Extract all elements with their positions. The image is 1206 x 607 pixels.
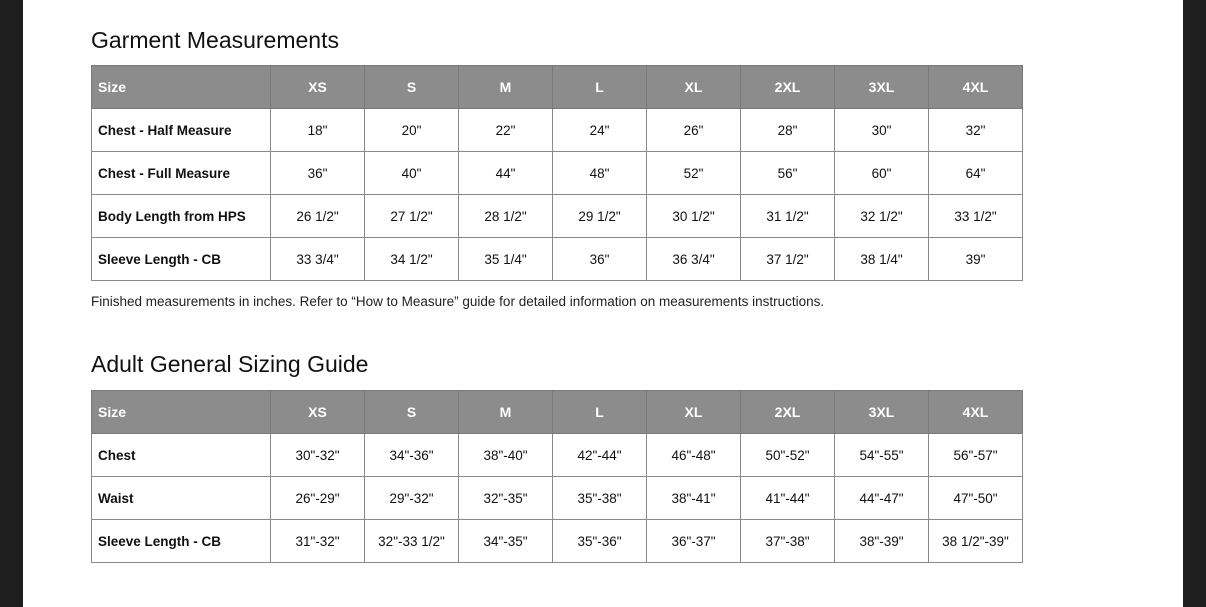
table-cell: 38 1/2"-39" bbox=[929, 520, 1023, 563]
table-cell: 30"-32" bbox=[271, 434, 365, 477]
table-cell: 34"-35" bbox=[459, 520, 553, 563]
table-cell: 29 1/2" bbox=[553, 195, 647, 238]
size-header-cell: XL bbox=[647, 66, 741, 109]
measurements-note: Finished measurements in inches. Refer to “How to Measure” guide for detailed information on measurements instructions. bbox=[91, 294, 825, 309]
table-cell: 32"-33 1/2" bbox=[365, 520, 459, 563]
table-cell: 34 1/2" bbox=[365, 238, 459, 281]
row-label: Chest - Half Measure bbox=[92, 109, 271, 152]
table-cell: 64" bbox=[929, 152, 1023, 195]
table-cell: 31 1/2" bbox=[741, 195, 835, 238]
table-cell: 28" bbox=[741, 109, 835, 152]
table-cell: 50"-52" bbox=[741, 434, 835, 477]
garment-measurements-title: Garment Measurements bbox=[91, 27, 339, 53]
table-cell: 26"-29" bbox=[271, 477, 365, 520]
table-cell: 32" bbox=[929, 109, 1023, 152]
table-cell: 56" bbox=[741, 152, 835, 195]
table-cell: 48" bbox=[553, 152, 647, 195]
table-cell: 22" bbox=[459, 109, 553, 152]
document-page bbox=[23, 0, 1183, 607]
table-row bbox=[92, 238, 1023, 281]
table-header-row bbox=[92, 66, 1023, 109]
table-cell: 36"-37" bbox=[647, 520, 741, 563]
row-label: Sleeve Length - CB bbox=[92, 520, 271, 563]
table-cell: 38"-41" bbox=[647, 477, 741, 520]
table-cell: 33 1/2" bbox=[929, 195, 1023, 238]
size-header-cell: M bbox=[459, 391, 553, 434]
table-row bbox=[92, 195, 1023, 238]
size-header-cell: 3XL bbox=[835, 66, 929, 109]
table-cell: 27 1/2" bbox=[365, 195, 459, 238]
size-header-cell: XS bbox=[271, 391, 365, 434]
size-header-cell: L bbox=[553, 66, 647, 109]
table-cell: 38"-40" bbox=[459, 434, 553, 477]
table-row bbox=[92, 520, 1023, 563]
table-cell: 31"-32" bbox=[271, 520, 365, 563]
table-cell: 38 1/4" bbox=[835, 238, 929, 281]
table-cell: 47"-50" bbox=[929, 477, 1023, 520]
table-cell: 35"-36" bbox=[553, 520, 647, 563]
row-label: Chest bbox=[92, 434, 271, 477]
table-cell: 36 3/4" bbox=[647, 238, 741, 281]
table-row bbox=[92, 152, 1023, 195]
size-header-cell: S bbox=[365, 66, 459, 109]
size-header-cell: 4XL bbox=[929, 391, 1023, 434]
table-cell: 26" bbox=[647, 109, 741, 152]
row-label: Sleeve Length - CB bbox=[92, 238, 271, 281]
table-row bbox=[92, 477, 1023, 520]
table-cell: 32"-35" bbox=[459, 477, 553, 520]
size-header-cell: XS bbox=[271, 66, 365, 109]
size-header-cell: 4XL bbox=[929, 66, 1023, 109]
size-header-cell: 2XL bbox=[741, 66, 835, 109]
table-cell: 41"-44" bbox=[741, 477, 835, 520]
table-cell: 30" bbox=[835, 109, 929, 152]
table-cell: 33 3/4" bbox=[271, 238, 365, 281]
table-cell: 56"-57" bbox=[929, 434, 1023, 477]
table-row bbox=[92, 434, 1023, 477]
table-cell: 39" bbox=[929, 238, 1023, 281]
table-cell: 34"-36" bbox=[365, 434, 459, 477]
row-label: Waist bbox=[92, 477, 271, 520]
size-header: Size bbox=[92, 391, 271, 434]
table-cell: 36" bbox=[271, 152, 365, 195]
size-header-cell: 2XL bbox=[741, 391, 835, 434]
table-cell: 42"-44" bbox=[553, 434, 647, 477]
table-row bbox=[92, 109, 1023, 152]
table-cell: 28 1/2" bbox=[459, 195, 553, 238]
size-header-cell: M bbox=[459, 66, 553, 109]
garment-measurements-table bbox=[91, 65, 1023, 281]
table-cell: 60" bbox=[835, 152, 929, 195]
table-cell: 36" bbox=[553, 238, 647, 281]
table-cell: 44"-47" bbox=[835, 477, 929, 520]
table-cell: 52" bbox=[647, 152, 741, 195]
size-header-cell: 3XL bbox=[835, 391, 929, 434]
size-header: Size bbox=[92, 66, 271, 109]
row-label: Body Length from HPS bbox=[92, 195, 271, 238]
table-header-row bbox=[92, 391, 1023, 434]
size-header-cell: XL bbox=[647, 391, 741, 434]
table-cell: 26 1/2" bbox=[271, 195, 365, 238]
table-cell: 38"-39" bbox=[835, 520, 929, 563]
table-cell: 40" bbox=[365, 152, 459, 195]
table-cell: 37"-38" bbox=[741, 520, 835, 563]
table-cell: 32 1/2" bbox=[835, 195, 929, 238]
table-cell: 54"-55" bbox=[835, 434, 929, 477]
table-cell: 30 1/2" bbox=[647, 195, 741, 238]
table-cell: 37 1/2" bbox=[741, 238, 835, 281]
sizing-guide-title: Adult General Sizing Guide bbox=[91, 351, 369, 377]
table-cell: 20" bbox=[365, 109, 459, 152]
table-cell: 35 1/4" bbox=[459, 238, 553, 281]
row-label: Chest - Full Measure bbox=[92, 152, 271, 195]
size-header-cell: S bbox=[365, 391, 459, 434]
size-header-cell: L bbox=[553, 391, 647, 434]
table-cell: 29"-32" bbox=[365, 477, 459, 520]
table-cell: 46"-48" bbox=[647, 434, 741, 477]
table-cell: 35"-38" bbox=[553, 477, 647, 520]
table-cell: 44" bbox=[459, 152, 553, 195]
table-cell: 18" bbox=[271, 109, 365, 152]
sizing-guide-table bbox=[91, 390, 1023, 563]
table-cell: 24" bbox=[553, 109, 647, 152]
